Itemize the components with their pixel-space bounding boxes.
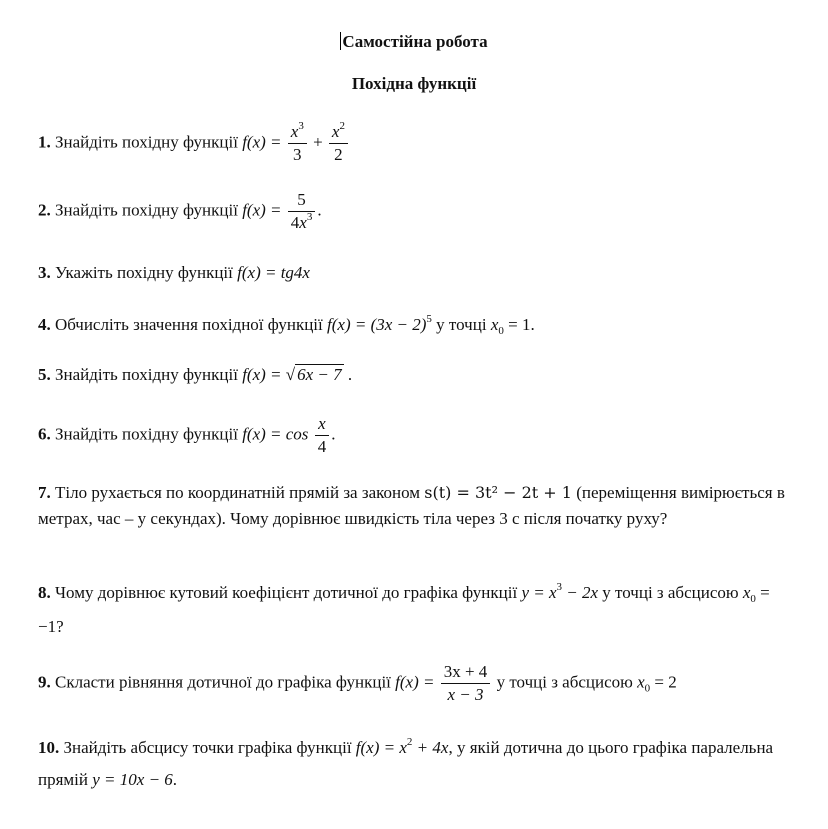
task-8: 8. Чому дорівнює кутовий коефіцієнт дотичної до графіка функції $y = x^3 - 2x$ у точці з абсцисою $x_0 = -1$? bbox=[38, 581, 770, 636]
fraction: $\frac{x^2}{2}$ bbox=[329, 122, 348, 165]
task-5: 5. Знайдіть похідну функції f(x) = √ 6x − 7 . bbox=[38, 365, 353, 384]
task-7: 7. Тіло рухається по координатній прямій за законом s(t) = 3t² − 2t + 1 (переміщення вимірюється в метрах, час – у секундах). Чому дорівнює швидкість тіла через 3 с після початку руху? bbox=[38, 483, 785, 528]
task-2: 2. Знайдіть похідну функції f(x) = $\frac{5}{4x^3}$ . bbox=[38, 190, 322, 232]
task-6: 6. Знайдіть похідну функції f(x) = cos $\frac{x}{4}$ . bbox=[38, 414, 336, 456]
fraction: $\frac{5}{4x^3}$ bbox=[288, 190, 316, 233]
task-9: 9. Скласти рівняння дотичної до графіка функції f(x) = $\frac{3x + 4}{x - 3}$ у точці з абсцисою $x_0 = 2$ bbox=[38, 662, 677, 704]
page-subtitle: Похідна функції bbox=[351, 74, 477, 93]
task-1: 1. Знайдіть похідну функції f(x) = $\frac{x^3}{3}$ + $\frac{x^2}{2}$ bbox=[38, 122, 350, 165]
fraction: $\frac{x^3}{3}$ bbox=[288, 122, 307, 165]
task-3: 3. Укажіть похідну функції f(x) = tg4x bbox=[38, 263, 310, 282]
square-root: √ 6x − 7 bbox=[285, 365, 342, 384]
page-title: Самостійна робота bbox=[342, 32, 488, 51]
task-4: 4. Обчисліть значення похідної функції $f(x) = (3x - 2)^5$ у точці $x_0 = 1$. bbox=[38, 313, 535, 337]
task-10: 10. Знайдіть абсцису точки графіка функції $f(x) = x^2 + 4x$, у якій дотична до цього графіка паралельна прямій y = 10x − 6. bbox=[38, 736, 774, 789]
fraction: $\frac{3x + 4}{x - 3}$ bbox=[441, 662, 491, 705]
fraction: $\frac{x}{4}$ bbox=[315, 414, 330, 457]
